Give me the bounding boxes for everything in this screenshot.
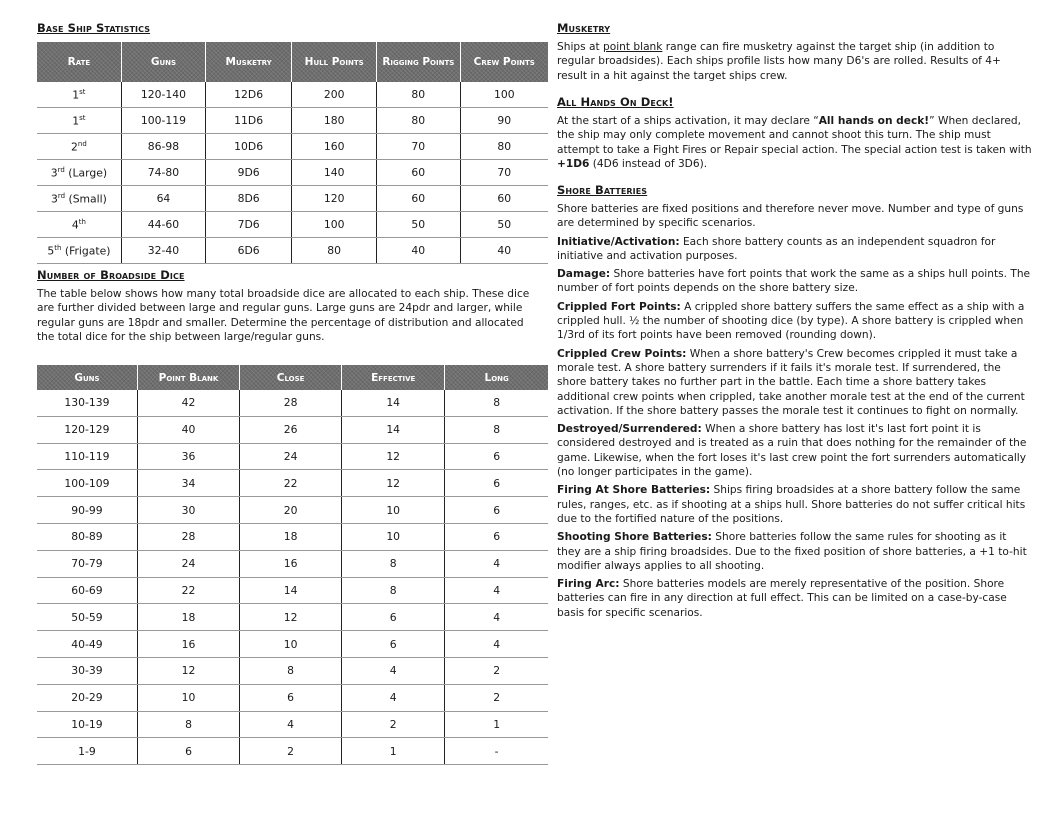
- ship-musketry-cell: 6D6: [206, 238, 292, 264]
- dice-cell: 2: [445, 657, 548, 684]
- dice-cell: 14: [342, 390, 445, 416]
- dice-cell: 1: [342, 738, 445, 765]
- shore-entry: [557, 235, 1033, 264]
- shore-batteries-heading: Shore Batteries: [557, 183, 648, 197]
- dice-row: [37, 711, 548, 738]
- dice-cell: 20-29: [37, 684, 137, 711]
- dice-row: [37, 416, 548, 443]
- dice-cell: 12: [342, 443, 445, 470]
- ship-rigging-cell: 50: [377, 212, 460, 238]
- dice-cell: 90-99: [37, 497, 137, 524]
- ship-crew-cell: 40: [460, 238, 548, 264]
- ship-crew-cell: 100: [460, 82, 548, 108]
- broadside-dice-table: [37, 365, 548, 765]
- dice-cell: 2: [445, 684, 548, 711]
- dice-cell: 6: [445, 470, 548, 497]
- dice-cell: 8: [240, 657, 342, 684]
- dice-cell: 6: [137, 738, 239, 765]
- dice-cell: 10: [137, 684, 239, 711]
- dice-row: [37, 631, 548, 658]
- ship-crew-cell: 80: [460, 134, 548, 160]
- dice-cell: 8: [342, 577, 445, 604]
- ship-crew-cell: 60: [460, 186, 548, 212]
- dice-cell: 130-139: [37, 390, 137, 416]
- dice-cell: 100-109: [37, 470, 137, 497]
- shore-entry-text: Shore batteries models are merely representative of the position. Shore batteries can fire in any direction at full effect. This can be limited on a case-by-case basis for specific scenarios.: [557, 578, 1007, 619]
- ship-rate-cell: 3rd (Small): [37, 186, 121, 212]
- ship-row: [37, 238, 548, 264]
- dice-cell: 10-19: [37, 711, 137, 738]
- dice-cell: 36: [137, 443, 239, 470]
- dice-cell: 50-59: [37, 604, 137, 631]
- dice-cell: 110-119: [37, 443, 137, 470]
- ship-rate-cell: 1st: [37, 82, 121, 108]
- dice-cell: 4: [445, 631, 548, 658]
- dice-row: [37, 523, 548, 550]
- dice-cell: 28: [240, 390, 342, 416]
- dice-cell: 18: [240, 523, 342, 550]
- dice-cell: 40: [137, 416, 239, 443]
- base-ship-table: [37, 42, 548, 264]
- dice-cell: 4: [240, 711, 342, 738]
- dice-cell: 12: [240, 604, 342, 631]
- dice-col-header: Long: [445, 365, 548, 390]
- ship-rate-cell: 2nd: [37, 134, 121, 160]
- ship-row: [37, 134, 548, 160]
- dice-cell: 10: [240, 631, 342, 658]
- broadside-heading: Number of Broadside Dice: [37, 268, 185, 282]
- ship-hull-cell: 180: [292, 108, 377, 134]
- musketry-text: Ships at point blank range can fire musketry against the target ship (in addition to regular broadsides). Each ships profile lists how many D6's are rolled. Results of 4+ result in a hit against the target ships crew.: [557, 41, 1001, 82]
- dice-row: [37, 657, 548, 684]
- dice-cell: 6: [445, 497, 548, 524]
- shore-entry: [557, 267, 1033, 296]
- dice-cell: 8: [342, 550, 445, 577]
- dice-cell: 8: [137, 711, 239, 738]
- ship-row: [37, 186, 548, 212]
- shore-entry: [557, 300, 1033, 343]
- ship-guns-cell: 64: [121, 186, 205, 212]
- dice-cell: 42: [137, 390, 239, 416]
- dice-cell: 6: [342, 631, 445, 658]
- ship-col-header: Rigging Points: [377, 42, 460, 82]
- all-hands-heading: All Hands On Deck!: [557, 95, 674, 109]
- ship-row: [37, 212, 548, 238]
- shore-entry-label: Damage:: [557, 268, 611, 281]
- dice-row: [37, 550, 548, 577]
- dice-cell: 4: [445, 577, 548, 604]
- dice-col-header: Close: [240, 365, 342, 390]
- dice-row: [37, 604, 548, 631]
- dice-cell: 60-69: [37, 577, 137, 604]
- dice-cell: 8: [445, 390, 548, 416]
- dice-cell: 120-129: [37, 416, 137, 443]
- ship-guns-cell: 74-80: [121, 160, 205, 186]
- ship-col-header: Rate: [37, 42, 121, 82]
- dice-cell: 14: [342, 416, 445, 443]
- dice-cell: 1: [445, 711, 548, 738]
- shore-entry: [557, 577, 1033, 620]
- ship-rigging-cell: 60: [377, 186, 460, 212]
- ship-row: [37, 108, 548, 134]
- ship-row: [37, 160, 548, 186]
- dice-cell: 30: [137, 497, 239, 524]
- ship-musketry-cell: 7D6: [206, 212, 292, 238]
- base-ship-heading: Base Ship Statistics: [37, 21, 151, 35]
- dice-cell: 6: [445, 443, 548, 470]
- dice-row: [37, 470, 548, 497]
- dice-cell: 18: [137, 604, 239, 631]
- ship-musketry-cell: 9D6: [206, 160, 292, 186]
- dice-col-header: Point Blank: [137, 365, 239, 390]
- shore-entry-text: When a shore battery's Crew becomes crippled it must take a morale test. A shore battery surrenders if it fails it's morale test. If surrendered, the shore battery takes no further part in the battle. Each time a shore battery takes additional crew points when crippled, take another morale test at the end of the current activation. If the shore battery passes the morale test it continues to fight on normally.: [557, 347, 1025, 417]
- ship-guns-cell: 100-119: [121, 108, 205, 134]
- shore-intro: Shore batteries are fixed positions and therefore never move. Number and type of guns are determined by specific scenarios.: [557, 203, 1024, 230]
- shore-entry-text: When a shore battery has lost it's last fort point it is considered destroyed and is treated as a ruin that does nothing for the remainder of the game. Likewise, when the fort loses it's last crew point the fort surrenders automatically (no longer participates in the game).: [557, 423, 1027, 479]
- ship-rate-cell: 4th: [37, 212, 121, 238]
- ship-hull-cell: 120: [292, 186, 377, 212]
- dice-cell: 24: [137, 550, 239, 577]
- ship-musketry-cell: 12D6: [206, 82, 292, 108]
- dice-row: [37, 577, 548, 604]
- ship-guns-cell: 86-98: [121, 134, 205, 160]
- dice-cell: 2: [240, 738, 342, 765]
- dice-row: [37, 443, 548, 470]
- ship-guns-cell: 120-140: [121, 82, 205, 108]
- dice-cell: 10: [342, 523, 445, 550]
- shore-entry: [557, 530, 1033, 573]
- ship-rigging-cell: 70: [377, 134, 460, 160]
- ship-rate-cell: 1st: [37, 108, 121, 134]
- dice-cell: 30-39: [37, 657, 137, 684]
- dice-cell: 22: [240, 470, 342, 497]
- dice-cell: 1-9: [37, 738, 137, 765]
- ship-musketry-cell: 11D6: [206, 108, 292, 134]
- dice-cell: 16: [137, 631, 239, 658]
- shore-entry-label: Firing Arc:: [557, 578, 620, 591]
- ship-crew-cell: 90: [460, 108, 548, 134]
- dice-cell: 80-89: [37, 523, 137, 550]
- dice-cell: 28: [137, 523, 239, 550]
- shore-batteries-body: [557, 202, 1033, 624]
- ship-musketry-cell: 10D6: [206, 134, 292, 160]
- ship-hull-cell: 100: [292, 212, 377, 238]
- shore-entry: [557, 347, 1033, 418]
- ship-hull-cell: 140: [292, 160, 377, 186]
- ship-col-header: Musketry: [206, 42, 292, 82]
- dice-cell: 6: [240, 684, 342, 711]
- dice-cell: 4: [342, 684, 445, 711]
- ship-hull-cell: 80: [292, 238, 377, 264]
- ship-rigging-cell: 80: [377, 82, 460, 108]
- dice-cell: 16: [240, 550, 342, 577]
- shore-entry-label: Crippled Fort Points:: [557, 300, 681, 313]
- dice-cell: 24: [240, 443, 342, 470]
- ship-crew-cell: 50: [460, 212, 548, 238]
- dice-cell: 6: [445, 523, 548, 550]
- ship-rigging-cell: 80: [377, 108, 460, 134]
- dice-row: [37, 738, 548, 765]
- shore-entry-label: Destroyed/Surrendered:: [557, 423, 702, 436]
- shore-entry-text: Each shore battery counts as an independent squadron for initiative and activation purposes.: [557, 235, 996, 262]
- shore-entry-text: Shore batteries follow the same rules for shooting as it they are a ship firing broadsides. Due to the fixed position of shore batteries, a +1 to-hit modifier always applies to all shooting.: [557, 531, 1027, 572]
- dice-cell: 4: [445, 604, 548, 631]
- ship-col-header: Hull Points: [292, 42, 377, 82]
- ship-hull-cell: 200: [292, 82, 377, 108]
- shore-entry-label: Firing At Shore Batteries:: [557, 484, 711, 497]
- dice-cell: 6: [342, 604, 445, 631]
- ship-guns-cell: 44-60: [121, 212, 205, 238]
- dice-cell: 26: [240, 416, 342, 443]
- ship-col-header: Guns: [121, 42, 205, 82]
- ship-crew-cell: 70: [460, 160, 548, 186]
- broadside-text: The table below shows how many total broadside dice are allocated to each ship. These dice are further divided between large and regular guns. Large guns are 24pdr and larger, while regular guns are 18pdr and smaller. Determine the percentage of distribution and allocated the total dice for the ship between large/regular guns.: [37, 288, 530, 343]
- ship-rate-cell: 3rd (Large): [37, 160, 121, 186]
- all-hands-text: At the start of a ships activation, it may declare “All hands on deck!” When declared, the ship may only complete movement and cannot shoot this turn. The ship must attempt to take a Fight Fires or Repair special action. The special action test is taken with +1D6 (4D6 instead of 3D6).: [557, 115, 1032, 170]
- dice-row: [37, 497, 548, 524]
- dice-col-header: Effective: [342, 365, 445, 390]
- shore-entry-text: Shore batteries have fort points that work the same as a ships hull points. The number of fort points depends on the shore battery size.: [557, 268, 1031, 295]
- ship-guns-cell: 32-40: [121, 238, 205, 264]
- dice-cell: 40-49: [37, 631, 137, 658]
- dice-row: [37, 684, 548, 711]
- dice-cell: 12: [342, 470, 445, 497]
- dice-cell: 14: [240, 577, 342, 604]
- shore-entry-label: Shooting Shore Batteries:: [557, 531, 712, 544]
- dice-cell: 34: [137, 470, 239, 497]
- dice-cell: 4: [445, 550, 548, 577]
- dice-cell: 12: [137, 657, 239, 684]
- dice-cell: -: [445, 738, 548, 765]
- dice-cell: 8: [445, 416, 548, 443]
- ship-musketry-cell: 8D6: [206, 186, 292, 212]
- dice-cell: 10: [342, 497, 445, 524]
- dice-row: [37, 390, 548, 416]
- shore-entry-text: A crippled shore battery suffers the same effect as a ship with a crippled hull. ½ the number of shooting dice (by type). A shore battery is crippled when 1/3rd of its fort points have been removed (rounding down).: [557, 300, 1025, 342]
- ship-rigging-cell: 40: [377, 238, 460, 264]
- ship-rigging-cell: 60: [377, 160, 460, 186]
- dice-cell: 20: [240, 497, 342, 524]
- shore-entry: [557, 422, 1033, 479]
- ship-hull-cell: 160: [292, 134, 377, 160]
- dice-cell: 70-79: [37, 550, 137, 577]
- ship-rate-cell: 5th (Frigate): [37, 238, 121, 264]
- dice-cell: 22: [137, 577, 239, 604]
- shore-entry-text: Ships firing broadsides at a shore battery follow the same rules, ranges, etc. as if shooting at a ships hull. Shore batteries do not suffer critical hits due to the fortified nature of the positions.: [557, 484, 1026, 525]
- shore-entry-label: Crippled Crew Points:: [557, 347, 687, 360]
- ship-col-header: Crew Points: [460, 42, 548, 82]
- ship-row: [37, 82, 548, 108]
- dice-cell: 2: [342, 711, 445, 738]
- musketry-heading: Musketry: [557, 21, 611, 35]
- dice-cell: 4: [342, 657, 445, 684]
- dice-col-header: Guns: [37, 365, 137, 390]
- shore-entry-label: Initiative/Activation:: [557, 235, 680, 248]
- shore-entry: [557, 483, 1033, 526]
